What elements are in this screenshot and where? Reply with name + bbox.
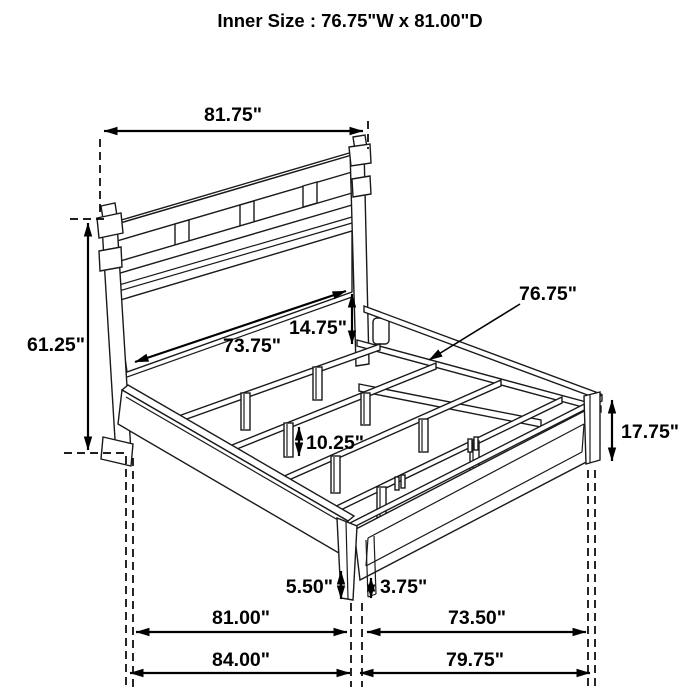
- dim-headboard-width: [104, 104, 363, 131]
- dim-side-rail-span-label: 81.00": [211, 607, 271, 629]
- dim-overall-depth: [130, 649, 350, 673]
- dim-support-leg-height-label: 10.25": [306, 432, 365, 454]
- dim-support-leg-height: [299, 427, 364, 456]
- dim-overall-depth-label: 84.00": [211, 649, 271, 671]
- dim-inner-leg-height: [371, 576, 427, 598]
- dim-footboard-overall-width: [360, 649, 590, 673]
- page-title: Inner Size : 76.75"W x 81.00"D: [217, 10, 483, 31]
- dim-headboard-width-label: 81.75": [203, 104, 263, 126]
- dim-footboard-leg-height: [286, 571, 341, 599]
- footboard-right-leg: [584, 392, 600, 464]
- dim-footboard-overall-width-label: 79.75": [445, 649, 505, 671]
- dim-slat-length-label: 76.75": [518, 283, 578, 305]
- dim-footboard-height-label: 17.75": [621, 421, 680, 443]
- dim-slat-length: [429, 283, 577, 360]
- dim-headboard-height: [27, 223, 88, 450]
- right-side-rail: [357, 306, 601, 427]
- dim-headboard-height-label: 61.25": [26, 334, 86, 356]
- dim-footboard-leg-height-label: 5.50": [285, 576, 333, 598]
- dim-panel-to-slat-label: 14.75": [288, 317, 347, 339]
- dim-inner-leg-height-label: 3.75": [380, 576, 428, 598]
- dim-panel-width-label: 73.75": [222, 335, 282, 357]
- headboard-right-post: [349, 135, 389, 366]
- side-rail-hook-plate: [373, 318, 389, 344]
- dim-footboard-inner-span: [367, 607, 586, 632]
- dim-footboard-height: [612, 400, 679, 461]
- dim-footboard-inner-span-label: 73.50": [447, 607, 507, 629]
- dim-side-rail-span: [136, 607, 347, 632]
